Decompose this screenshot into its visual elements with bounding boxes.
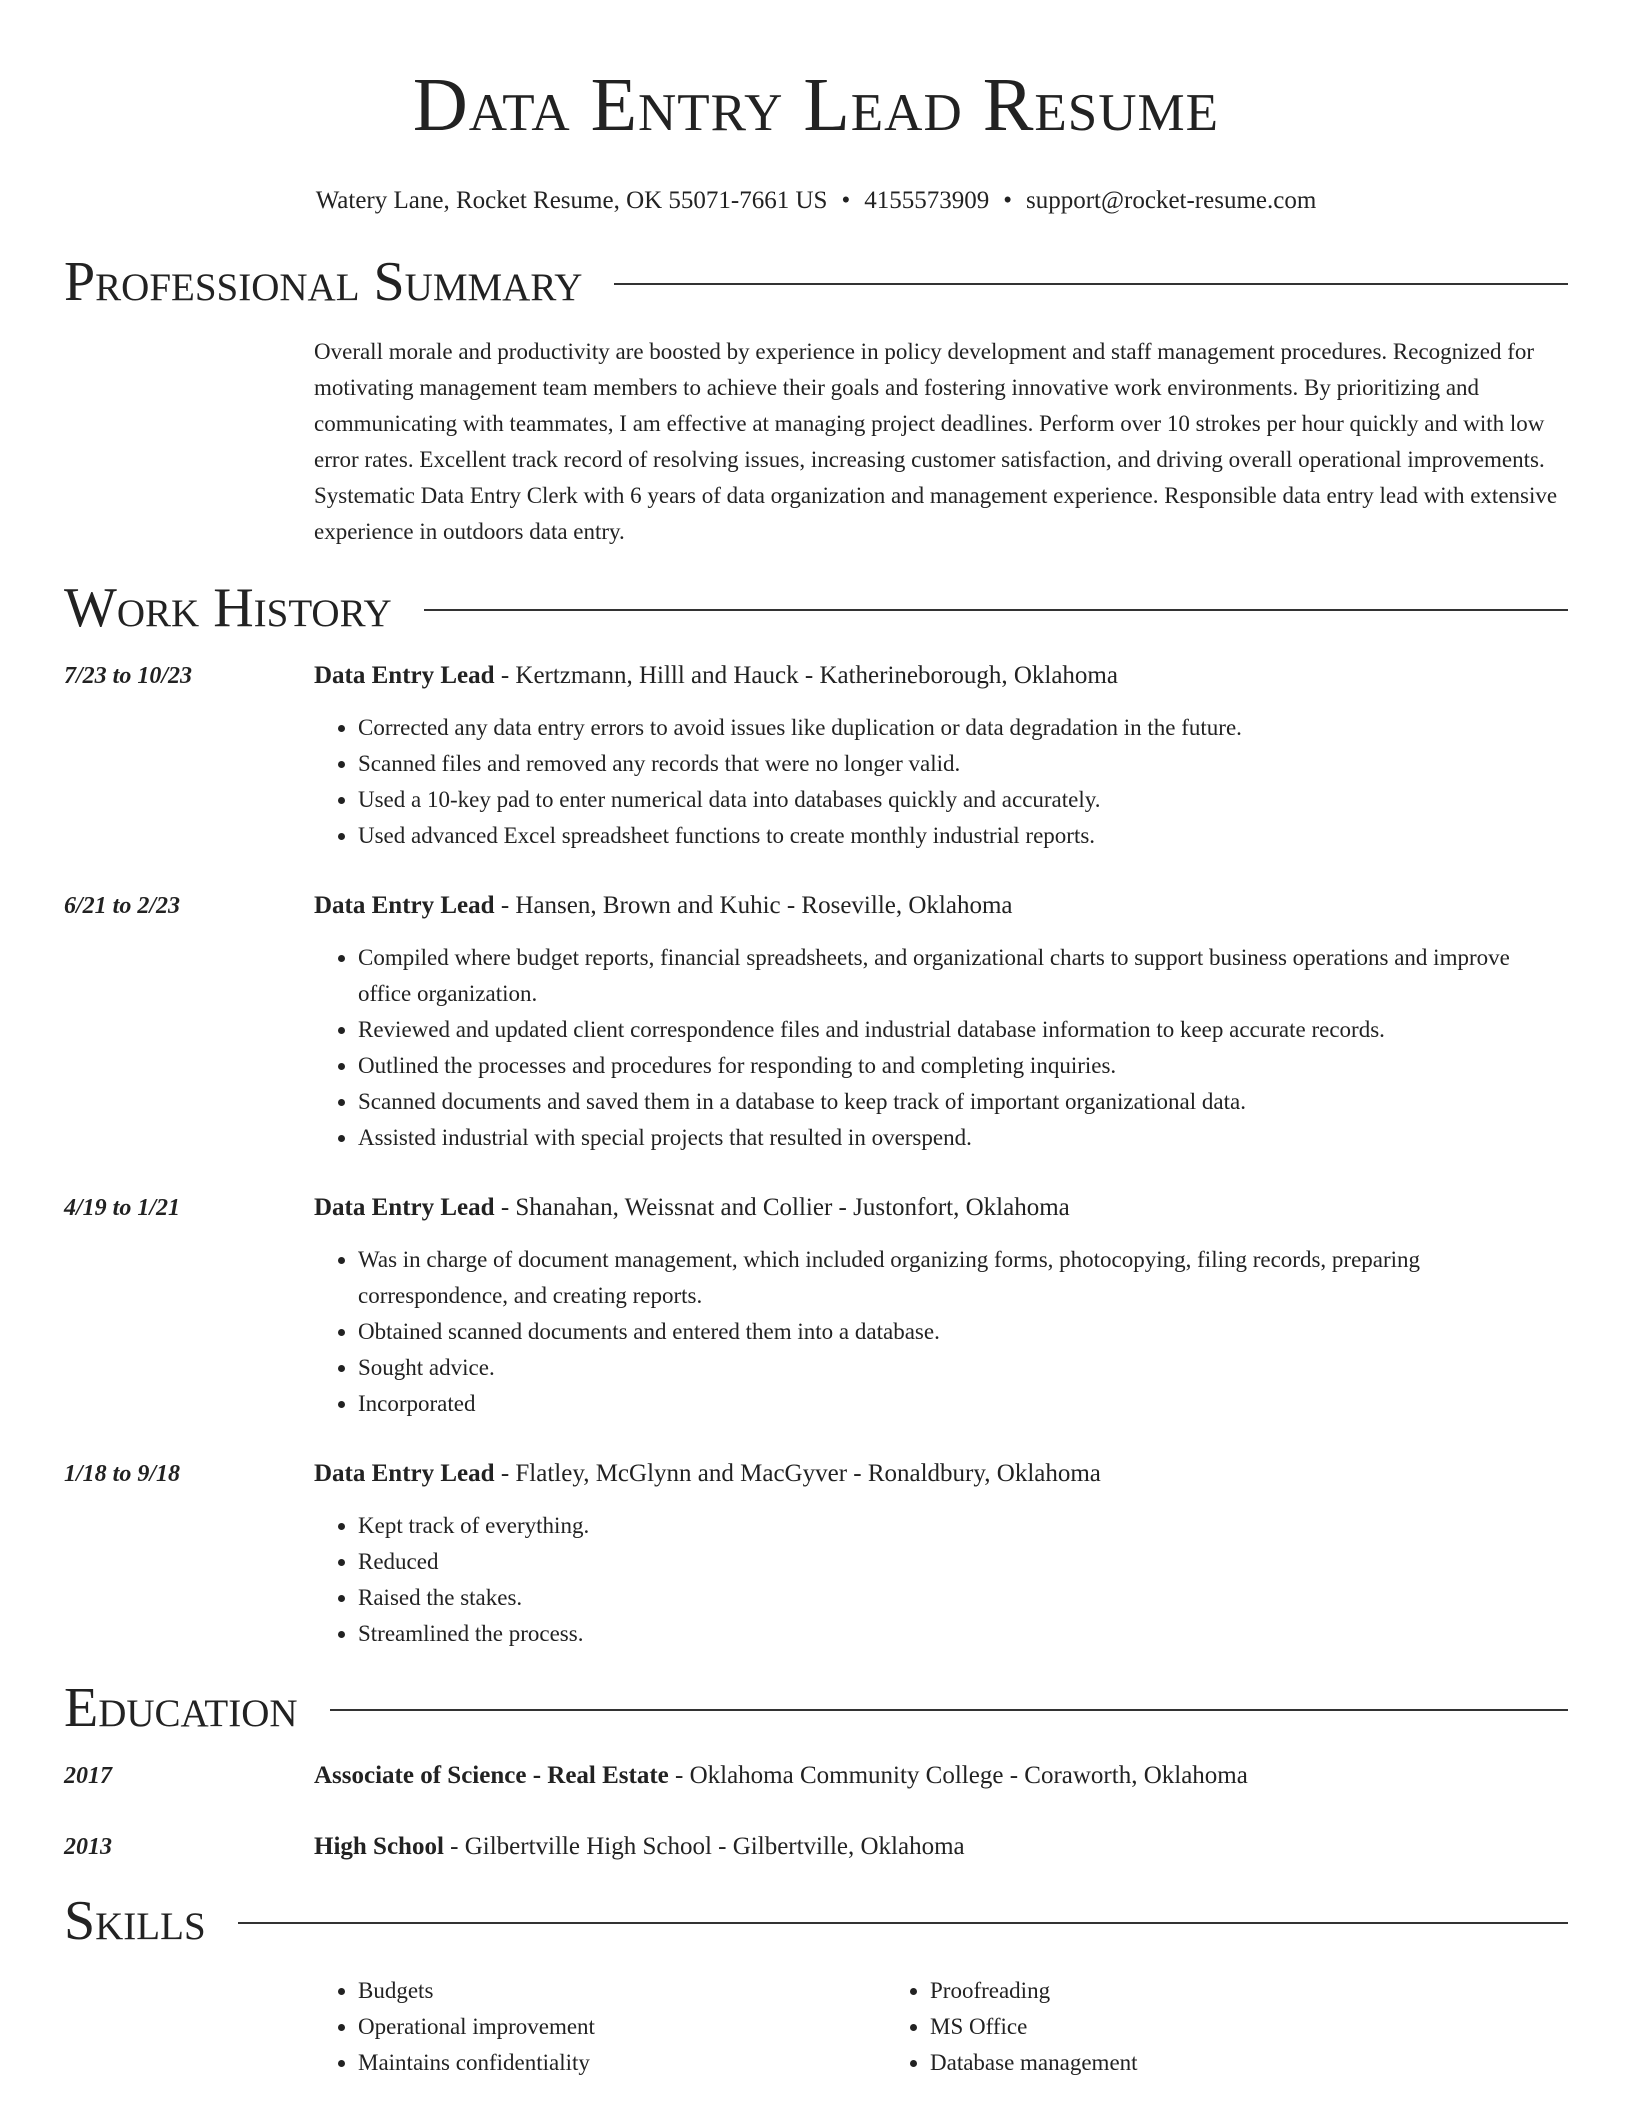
- job-details: - Hansen, Brown and Kuhic - Roseville, Oklahoma: [494, 892, 1013, 919]
- job-heading: [314, 1190, 1568, 1226]
- job-body: [314, 658, 1568, 854]
- list-item: • Streamlined the process.: [358, 1616, 1568, 1652]
- list-item: • Was in charge of document management, which included organizing forms, photocopying, filing records, preparing correspondence, and creating reports.: [358, 1242, 1568, 1314]
- contact-address: Watery Lane, Rocket Resume, OK 55071-7661 US: [315, 187, 828, 214]
- list-item: • Proofreading: [930, 1973, 1458, 2009]
- list-item: • Used a 10-key pad to enter numerical data into databases quickly and accurately.: [358, 782, 1568, 818]
- job-entry: [64, 658, 1568, 854]
- job-body: [314, 1190, 1568, 1422]
- resume-title: Data Entry Lead Resume: [412, 63, 1220, 147]
- list-item: • Assisted industrial with special projects that resulted in overspend.: [358, 1120, 1568, 1156]
- education-list: [64, 1758, 1568, 1865]
- job-heading: [314, 888, 1568, 924]
- education-heading-line: [314, 1829, 1568, 1865]
- job-bullets: [314, 940, 1568, 1156]
- education-year: 2013: [64, 1834, 112, 1860]
- skills-heading: Skills: [64, 1890, 206, 1952]
- education-entry: [64, 1829, 1568, 1865]
- job-bullets: [314, 710, 1568, 854]
- work-history: [64, 658, 1568, 1652]
- section-divider: [424, 609, 1568, 611]
- job-entry: [64, 1456, 1568, 1652]
- list-item: • Reduced: [358, 1544, 1568, 1580]
- skills-section-header: [64, 1891, 1568, 1951]
- contact-email: support@rocket-resume.com: [1026, 187, 1317, 214]
- job-details: - Flatley, McGlynn and MacGyver - Ronaldbury, Oklahoma: [494, 1460, 1101, 1487]
- list-item: • Outlined the processes and procedures for responding to and completing inquiries.: [358, 1048, 1568, 1084]
- education-section-header: [64, 1678, 1568, 1738]
- education-degree: Associate of Science - Real Estate: [314, 1762, 669, 1789]
- contact-separator: •: [841, 187, 851, 214]
- job-dates: 4/19 to 1/21: [64, 1195, 181, 1221]
- education-entry: [64, 1758, 1568, 1794]
- contact-separator: •: [1003, 187, 1012, 214]
- list-item: • Raised the stakes.: [358, 1580, 1568, 1616]
- list-item: • Budgets: [358, 1973, 886, 2009]
- education-body: [314, 1758, 1568, 1794]
- job-bullets: [314, 1242, 1568, 1422]
- job-bullets: [314, 1508, 1568, 1652]
- list-item: • Scanned files and removed any records that were no longer valid.: [358, 746, 1568, 782]
- job-title: Data Entry Lead: [314, 1194, 495, 1221]
- skills-list: [314, 1973, 1568, 2081]
- job-heading: [314, 1456, 1568, 1492]
- job-body: [314, 888, 1568, 1156]
- education-heading: Education: [64, 1677, 298, 1739]
- list-item: • Reviewed and updated client correspondence files and industrial database information to keep accurate records.: [358, 1012, 1568, 1048]
- job-body: [314, 1456, 1568, 1652]
- list-item: • Compiled where budget reports, financial spreadsheets, and organizational charts to support business operations and improve office organization.: [358, 940, 1568, 1012]
- summary-section-header: [64, 252, 1568, 312]
- skills-column-right: [886, 1973, 1458, 2081]
- education-details: - Gilbertville High School - Gilbertville, Oklahoma: [443, 1833, 965, 1860]
- job-details: - Kertzmann, Hilll and Hauck - Katherineborough, Oklahoma: [494, 662, 1118, 689]
- list-item: • MS Office: [930, 2009, 1458, 2045]
- job-entry: [64, 888, 1568, 1156]
- section-divider: [238, 1922, 1568, 1924]
- job-entry: [64, 1190, 1568, 1422]
- list-item: • Sought advice.: [358, 1350, 1568, 1386]
- job-heading: [314, 658, 1568, 694]
- job-title: Data Entry Lead: [314, 662, 495, 689]
- work-heading: Work History: [64, 577, 392, 639]
- job-details: - Shanahan, Weissnat and Collier - Justonfort, Oklahoma: [494, 1194, 1070, 1221]
- list-item: • Obtained scanned documents and entered them into a database.: [358, 1314, 1568, 1350]
- education-heading-line: [314, 1758, 1568, 1794]
- section-divider: [330, 1709, 1568, 1711]
- education-body: [314, 1829, 1568, 1865]
- list-item: • Used advanced Excel spreadsheet functions to create monthly industrial reports.: [358, 818, 1568, 854]
- list-item: • Database management: [930, 2045, 1458, 2081]
- list-item: • Operational improvement: [358, 2009, 886, 2045]
- education-details: - Oklahoma Community College - Coraworth, Oklahoma: [668, 1762, 1248, 1789]
- summary-heading: Professional Summary: [64, 251, 583, 313]
- education-degree: High School: [314, 1833, 444, 1860]
- job-title: Data Entry Lead: [314, 892, 495, 919]
- list-item: • Incorporated: [358, 1386, 1568, 1422]
- job-title: Data Entry Lead: [314, 1460, 495, 1487]
- job-dates: 6/21 to 2/23: [64, 893, 181, 919]
- list-item: • Kept track of everything.: [358, 1508, 1568, 1544]
- contact-phone: 4155573909: [864, 187, 990, 214]
- job-dates: 1/18 to 9/18: [64, 1461, 181, 1487]
- education-year: 2017: [64, 1763, 112, 1789]
- work-section-header: [64, 578, 1568, 638]
- list-item: • Maintains confidentiality: [358, 2045, 886, 2081]
- list-item: • Corrected any data entry errors to avoid issues like duplication or data degradation in the future.: [358, 710, 1568, 746]
- summary-text: Overall morale and productivity are boosted by experience in policy development and staff management procedures. Recognized for motivating management team members to achieve their goals and fostering innovative work environments. By prioritizing and communicating with teammates, I am effective at managing project deadlines. Perform over 10 strokes per hour quickly and with low error rates. Excellent track record of resolving issues, increasing customer satisfaction, and driving overall operational improvements. Systematic Data Entry Clerk with 6 years of data organization and management experience. Responsible data entry lead with extensive experience in outdoors data entry.: [314, 339, 1558, 544]
- contact-line: [64, 186, 1568, 216]
- skills-column-left: [314, 1973, 886, 2081]
- job-dates: 7/23 to 10/23: [64, 663, 193, 689]
- list-item: • Scanned documents and saved them in a database to keep track of important organizational data.: [358, 1084, 1568, 1120]
- section-divider: [614, 283, 1568, 285]
